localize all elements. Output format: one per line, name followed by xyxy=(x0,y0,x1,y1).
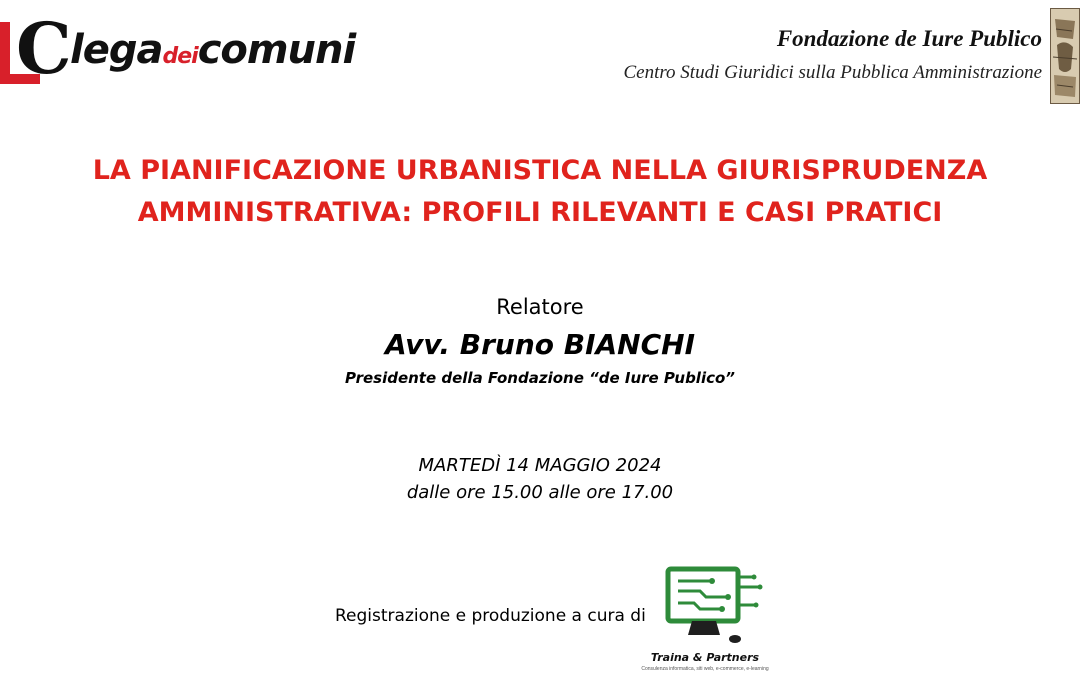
lc-mark-icon xyxy=(0,7,72,90)
brand-part-lega: lega xyxy=(70,27,163,73)
event-schedule xyxy=(0,452,1080,506)
brand-part-dei: dei xyxy=(162,44,198,69)
foundation-name: Fondazione de Iure Publico xyxy=(776,26,1042,51)
registration-credit: Registrazione e produzione a cura di xyxy=(335,606,646,626)
speaker-label: Relatore xyxy=(496,295,584,319)
partner-name: Traina & Partners xyxy=(650,651,760,664)
speaker-name: Avv. Bruno BIANCHI xyxy=(384,328,695,361)
foundation-subtitle: Centro Studi Giuridici sulla Pubblica Amministrazione xyxy=(623,62,1042,83)
brand-part-comuni: comuni xyxy=(197,27,356,73)
speaker-role: Presidente della Fondazione “de Iure Publico” xyxy=(345,369,735,387)
lega-dei-comuni-logo xyxy=(0,7,360,90)
lc-mark-letter: C xyxy=(16,7,72,90)
foundation-engraving-icon xyxy=(1050,8,1080,104)
event-title-line-1: LA PIANIFICAZIONE URBANISTICA NELLA GIURISPRUDENZA xyxy=(92,155,988,186)
partner-tagline: Consulenza informatica, siti web, e-commerce, e-learning xyxy=(641,666,769,672)
event-date: MARTEDÌ 14 MAGGIO 2024 xyxy=(418,455,662,476)
foundation-header xyxy=(623,26,1042,84)
event-title-line-2: AMMINISTRATIVA: PROFILI RILEVANTI E CASI PRATICI xyxy=(137,197,943,228)
event-time: dalle ore 15.00 alle ore 17.00 xyxy=(406,482,674,503)
traina-partners-logo xyxy=(640,565,770,673)
monitor-circuit-icon xyxy=(640,565,770,651)
brand-wordmark xyxy=(70,27,356,73)
event-title xyxy=(0,150,1080,234)
